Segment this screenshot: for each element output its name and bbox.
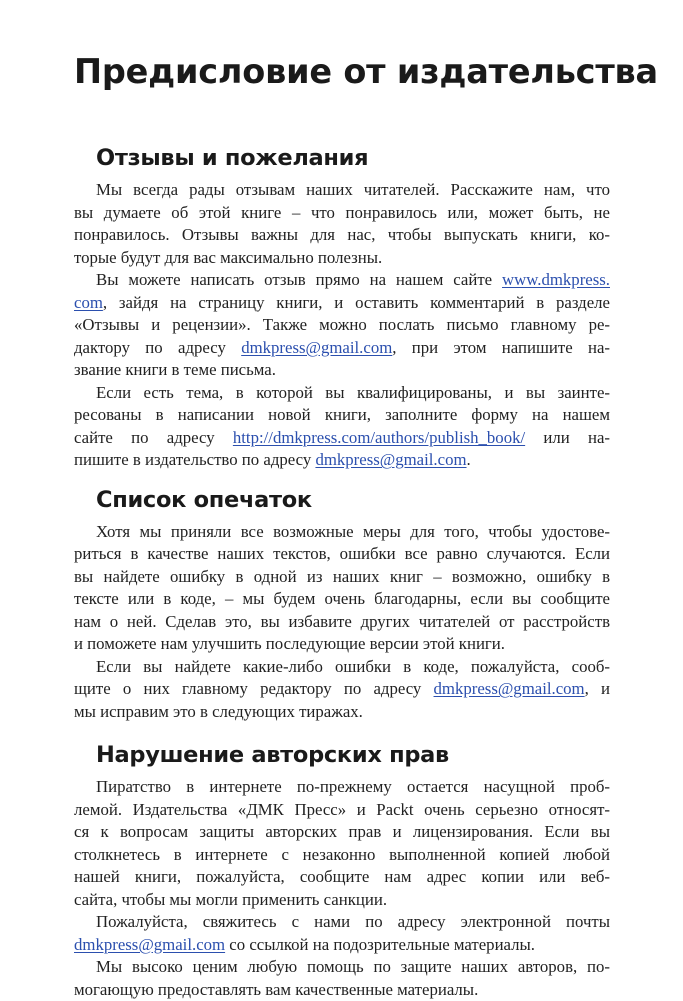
text-line — [74, 337, 610, 360]
email-link[interactable]: dmkpress@gmail.com — [434, 679, 585, 698]
book-page — [74, 48, 610, 1001]
text-segment: со ссылкой на подозрительные материалы. — [225, 935, 535, 954]
text-line — [74, 821, 610, 844]
text-segment: Хотя мы приняли все возможные меры для того, чтобы удостове- — [96, 522, 610, 541]
text-line — [74, 889, 610, 912]
text-line — [74, 633, 610, 656]
text-line — [74, 314, 610, 337]
web-link[interactable]: www.dmkpress. — [502, 270, 610, 289]
text-segment: торые будут для вас максимально полезны. — [74, 248, 382, 267]
section-heading: Отзывы и пожелания — [96, 143, 610, 173]
text-line — [74, 678, 610, 701]
text-segment: лемой. Издательства «ДМК Пресс» и Packt очень серьезно относят- — [74, 800, 610, 819]
text-segment: вы найдете ошибку в одной из наших книг – возможно, ошибку в — [74, 567, 610, 586]
text-line — [74, 224, 610, 247]
text-segment: , и — [585, 679, 610, 698]
text-line — [74, 611, 610, 634]
text-line — [74, 866, 610, 889]
web-link[interactable]: com — [74, 293, 103, 312]
paragraph — [74, 776, 610, 911]
email-link[interactable]: dmkpress@gmail.com — [241, 338, 392, 357]
text-line — [74, 382, 610, 405]
text-line — [74, 844, 610, 867]
text-line — [74, 588, 610, 611]
text-segment: понравилось. Отзывы важны для нас, чтобы выпускать книги, ко- — [74, 225, 610, 244]
text-line — [74, 247, 610, 270]
text-segment: мы исправим это в следующих тиражах. — [74, 702, 363, 721]
text-line — [74, 292, 610, 315]
paragraph — [74, 179, 610, 269]
text-segment: . — [467, 450, 471, 469]
text-segment: ся к вопросам защиты авторских прав и лицензирования. Если вы — [74, 822, 610, 841]
text-segment: Пиратство в интернете по-прежнему остается насущной проб- — [96, 777, 610, 796]
paragraph — [74, 269, 610, 382]
text-segment: пишите в издательство по адресу — [74, 450, 315, 469]
text-line — [74, 956, 610, 979]
web-link[interactable]: http://dmkpress.com/authors/publish_book/ — [233, 428, 525, 447]
paragraph — [74, 911, 610, 956]
text-line — [74, 566, 610, 589]
text-segment: Пожалуйста, свяжитесь с нами по адресу электронной почты — [96, 912, 610, 931]
text-segment: риться в качестве наших текстов, ошибки все равно случаются. Если — [74, 544, 610, 563]
text-segment: вы думаете об этой книге – что понравилось или, может быть, не — [74, 203, 610, 222]
text-segment: , при этом напишите на- — [392, 338, 610, 357]
text-segment: «Отзывы и рецензии». Также можно послать письмо главному ре- — [74, 315, 610, 334]
text-segment: Если вы найдете какие-либо ошибки в коде, пожалуйста, сооб- — [96, 657, 610, 676]
text-segment: щите о них главному редактору по адресу — [74, 679, 434, 698]
section-heading: Список опечаток — [96, 485, 610, 515]
text-segment: звание книги в теме письма. — [74, 360, 276, 379]
text-line — [74, 359, 610, 382]
text-segment: Мы высоко ценим любую помощь по защите наших авторов, по- — [96, 957, 610, 976]
text-segment: или на- — [525, 428, 610, 447]
text-line — [74, 799, 610, 822]
text-line — [74, 701, 610, 724]
text-segment: сайте по адресу — [74, 428, 233, 447]
text-segment: нам о ней. Сделав это, вы избавите других читателей от расстройств — [74, 612, 610, 631]
email-link[interactable]: dmkpress@gmail.com — [74, 935, 225, 954]
text-line — [74, 404, 610, 427]
text-line — [74, 656, 610, 679]
sections-container — [74, 143, 610, 1001]
text-line — [74, 449, 610, 472]
text-line — [74, 979, 610, 1001]
text-segment: Вы можете написать отзыв прямо на нашем сайте — [96, 270, 502, 289]
text-segment: и поможете нам улучшить последующие версии этой книги. — [74, 634, 505, 653]
paragraph — [74, 956, 610, 1001]
paragraph — [74, 382, 610, 472]
text-segment: дактору по адресу — [74, 338, 241, 357]
text-line — [74, 934, 610, 957]
paragraph — [74, 656, 610, 724]
text-segment: столкнетесь в интернете с незаконно выполненной копией любой — [74, 845, 610, 864]
text-segment: могающую предоставлять вам качественные материалы. — [74, 980, 478, 999]
text-line — [74, 543, 610, 566]
paragraph — [74, 521, 610, 656]
email-link[interactable]: dmkpress@gmail.com — [315, 450, 466, 469]
section-heading: Нарушение авторских прав — [96, 740, 610, 770]
text-segment: нашей книги, пожалуйста, сообщите нам адрес копии или веб- — [74, 867, 610, 886]
text-segment: Если есть тема, в которой вы квалифицированы, и вы заинте- — [96, 383, 610, 402]
text-segment: , зайдя на страницу книги, и оставить комментарий в разделе — [103, 293, 610, 312]
text-line — [74, 911, 610, 934]
text-line — [74, 521, 610, 544]
page-title: Предисловие от издательства — [74, 48, 610, 96]
text-line — [74, 269, 610, 292]
text-line — [74, 427, 610, 450]
text-segment: Мы всегда рады отзывам наших читателей. Расскажите нам, что — [96, 180, 610, 199]
text-line — [74, 202, 610, 225]
text-segment: тексте или в коде, – мы будем очень благодарны, если вы сообщите — [74, 589, 610, 608]
text-line — [74, 179, 610, 202]
text-segment: сайта, чтобы мы могли применить санкции. — [74, 890, 387, 909]
text-segment: ресованы в написании новой книги, заполните форму на нашем — [74, 405, 610, 424]
text-line — [74, 776, 610, 799]
